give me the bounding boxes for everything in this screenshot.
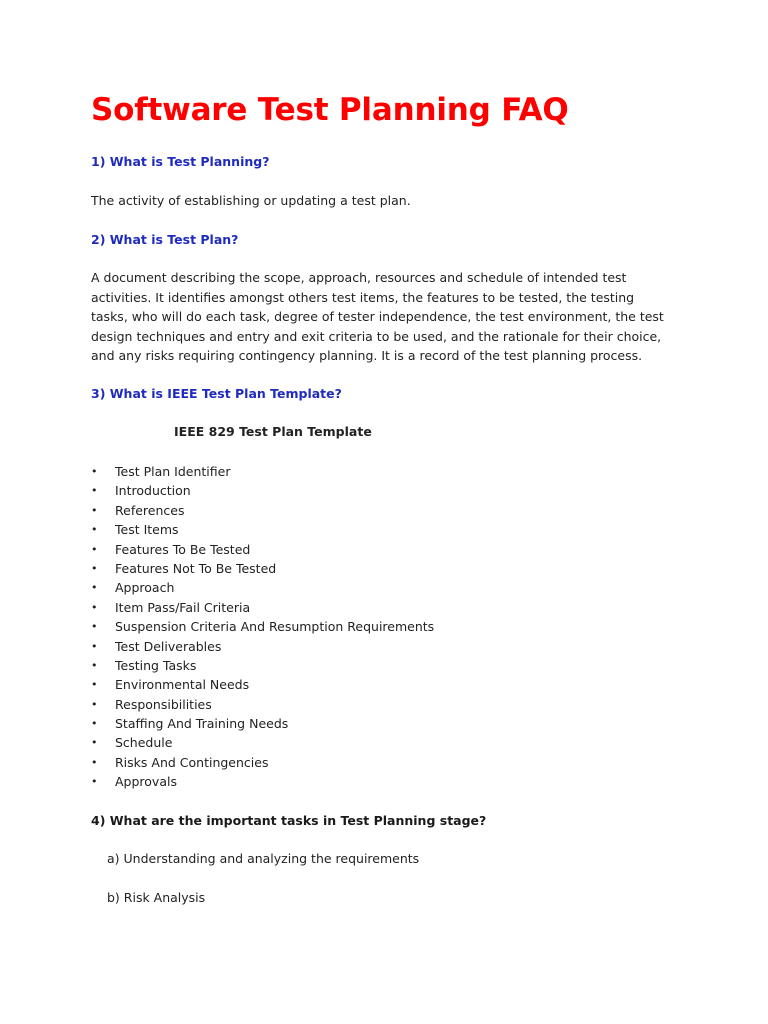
list-item: • Test Plan Identifier: [91, 462, 434, 481]
answer-2: [91, 268, 681, 366]
answer-1: The activity of establishing or updating a test plan.: [91, 193, 411, 208]
answer-2-line: tasks, who will do each task, degree of tester independence, the test environment, the test: [91, 309, 664, 324]
list-item: • Risks And Contingencies: [91, 753, 434, 772]
list-item: • Schedule: [91, 733, 434, 752]
template-section-list: [91, 462, 434, 792]
list-item: • Suspension Criteria And Resumption Requirements: [91, 617, 434, 636]
question-2: 2) What is Test Plan?: [91, 232, 239, 247]
bullet-icon: •: [91, 697, 98, 711]
answer-2-line: activities. It identifies amongst others test items, the features to be tested, the testing: [91, 289, 635, 305]
page-title: Software Test Planning FAQ: [91, 92, 569, 128]
list-item: • Test Deliverables: [91, 637, 434, 656]
question-1: 1) What is Test Planning?: [91, 154, 270, 169]
task-item: b) Risk Analysis: [107, 890, 206, 905]
answer-2-line: and any risks requiring contingency planning. It is a record of the test planning process.: [91, 348, 643, 363]
bullet-icon: •: [91, 484, 98, 498]
list-item: • References: [91, 501, 434, 520]
list-item: • Item Pass/Fail Criteria: [91, 598, 434, 617]
list-item: • Features To Be Tested: [91, 540, 434, 559]
question-3: 3) What is IEEE Test Plan Template?: [91, 386, 342, 401]
list-item: • Introduction: [91, 481, 434, 500]
list-item: • Approvals: [91, 772, 434, 791]
bullet-icon: •: [91, 620, 98, 634]
answer-2-line: A document describing the scope, approach, resources and schedule of intended test: [91, 270, 627, 285]
bullet-icon: •: [91, 717, 98, 731]
list-item: • Testing Tasks: [91, 656, 434, 675]
bullet-icon: •: [91, 755, 98, 769]
bullet-icon: •: [91, 600, 98, 614]
list-item: • Features Not To Be Tested: [91, 559, 434, 578]
list-item: • Staffing And Training Needs: [91, 714, 434, 733]
bullet-icon: •: [91, 775, 98, 789]
task-item: a) Understanding and analyzing the requirements: [107, 851, 420, 866]
bullet-icon: •: [91, 561, 98, 575]
template-subheading: IEEE 829 Test Plan Template: [174, 424, 372, 439]
bullet-icon: •: [91, 658, 98, 672]
list-item: • Responsibilities: [91, 695, 434, 714]
question-4: 4) What are the important tasks in Test Planning stage?: [91, 813, 487, 828]
bullet-icon: •: [91, 639, 98, 653]
bullet-icon: •: [91, 581, 98, 595]
bullet-icon: •: [91, 465, 98, 478]
bullet-icon: •: [91, 736, 98, 750]
bullet-icon: •: [91, 542, 98, 556]
list-item: • Approach: [91, 578, 434, 597]
bullet-icon: •: [91, 678, 98, 692]
bullet-icon: •: [91, 503, 98, 517]
bullet-icon: •: [91, 523, 98, 537]
answer-2-line: design techniques and entry and exit criteria to be used, and the rationale for their choice,: [91, 328, 662, 344]
list-item: • Environmental Needs: [91, 675, 434, 694]
list-item: • Test Items: [91, 520, 434, 539]
